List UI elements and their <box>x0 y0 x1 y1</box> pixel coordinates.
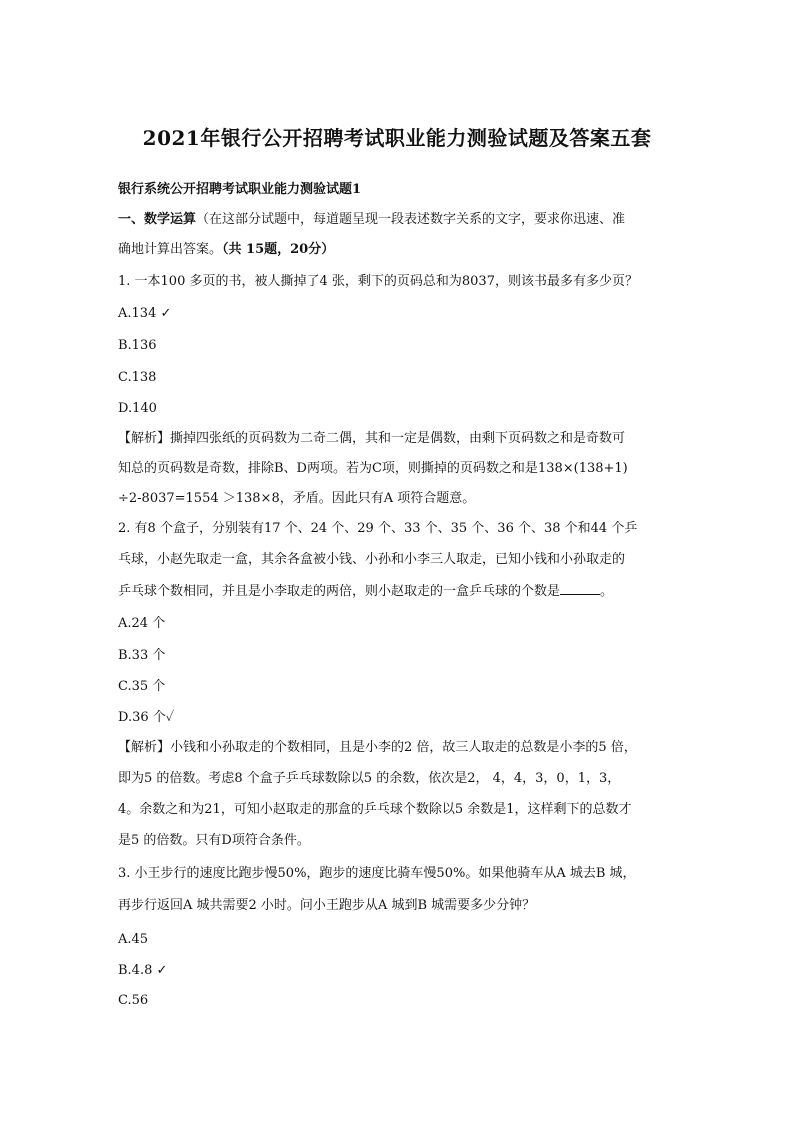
question-2-option-b: B.33 个 <box>118 648 166 663</box>
question-2-analysis-line1: 【解析】小钱和小孙取走的个数相同，且是小李的2 倍，故三人取走的总数是小李的5 倍， <box>118 740 637 755</box>
answer-blank <box>560 583 600 595</box>
part1-heading: 一、数学运算 <box>118 212 197 227</box>
question-1-option-d: D.140 <box>118 401 157 416</box>
document-title: 2021年银行公开招聘考试职业能力测验试题及答案五套 <box>142 126 652 150</box>
question-2-stem-line3 <box>118 583 678 600</box>
question-3-option-b: B.4.8 ✓ <box>118 963 168 978</box>
question-1-option-c: C.138 <box>118 370 157 385</box>
question-2-option-c: C.35 个 <box>118 679 166 694</box>
question-2-option-d: D.36 个✓ <box>118 710 175 725</box>
question-2-stem-line2: 乓球，小赵先取走一盒，其余各盒被小钱、小孙和小李三人取走，已知小钱和小孙取走的 <box>118 552 626 567</box>
question-2-stem-text: 乒乓球个数相同，并且是小李取走的两倍，则小赵取走的一盒乒乓球的个数是 <box>118 584 561 599</box>
part1-intro-line2 <box>118 242 678 258</box>
question-2-analysis-line3: 4。余数之和为21，可知小赵取走的那盒的乒乓球个数除以5 余数是1，这样剩下的总数才 <box>118 802 632 817</box>
part1-description-a: （在这部分试题中，每道题呈现一段表述数字关系的文字，要求你迅速、准 <box>196 212 626 227</box>
question-1-option-a: A.134 ✓ <box>118 306 172 321</box>
question-1-option-b: B.136 <box>118 338 157 353</box>
question-3-option-a: A.45 <box>118 932 149 947</box>
question-2-option-a: A.24 个 <box>118 616 166 631</box>
question-1-stem: 1. 一本100 多页的书，被人撕掉了4 张，剩下的页码总和为8037，则该书最多有多少页？ <box>118 274 638 289</box>
question-2-analysis-line4: 是5 的倍数。只有D项符合条件。 <box>118 833 310 848</box>
part1-description-b: 确地计算出答案。 <box>118 242 223 257</box>
question-2-stem-line1: 2. 有8 个盒子，分别装有17 个、24 个、29 个、33 个、35 个、36 个、38 个和44 个乒 <box>118 521 638 536</box>
question-2-analysis-line2: 即为5 的倍数。考虑8 个盒子乒乓球数除以5 的余数，依次是2， 4，4，3，0，1，3， <box>118 771 621 786</box>
question-3-stem-line1: 3. 小王步行的速度比跑步慢50%，跑步的速度比骑车慢50%。如果他骑车从A 城去B 城， <box>118 866 636 881</box>
question-1-analysis-line2: 知总的页码数是奇数，排除B、D两项。若为C项，则撕掉的页码数之和是138×(138+1) <box>118 461 628 476</box>
question-1-analysis-line1: 【解析】撕掉四张纸的页码数为二奇二偶，其和一定是偶数，由剩下页码数之和是奇数可 <box>118 431 626 446</box>
section-title: 银行系统公开招聘考试职业能力测验试题1 <box>118 182 362 197</box>
question-2-stem-end: 。 <box>600 584 614 599</box>
question-1-analysis-line3: ÷2-8037=1554 ＞138×8，矛盾。因此只有A 项符合题意。 <box>118 491 476 506</box>
question-3-stem-line2: 再步行返回A 城共需要2 小时。问小王跑步从A 城到B 城需要多少分钟？ <box>118 898 536 913</box>
part1-score-note: （共 15题，20分） <box>222 242 335 257</box>
question-3-option-c: C.56 <box>118 993 149 1008</box>
part1-intro-line1 <box>118 212 678 228</box>
